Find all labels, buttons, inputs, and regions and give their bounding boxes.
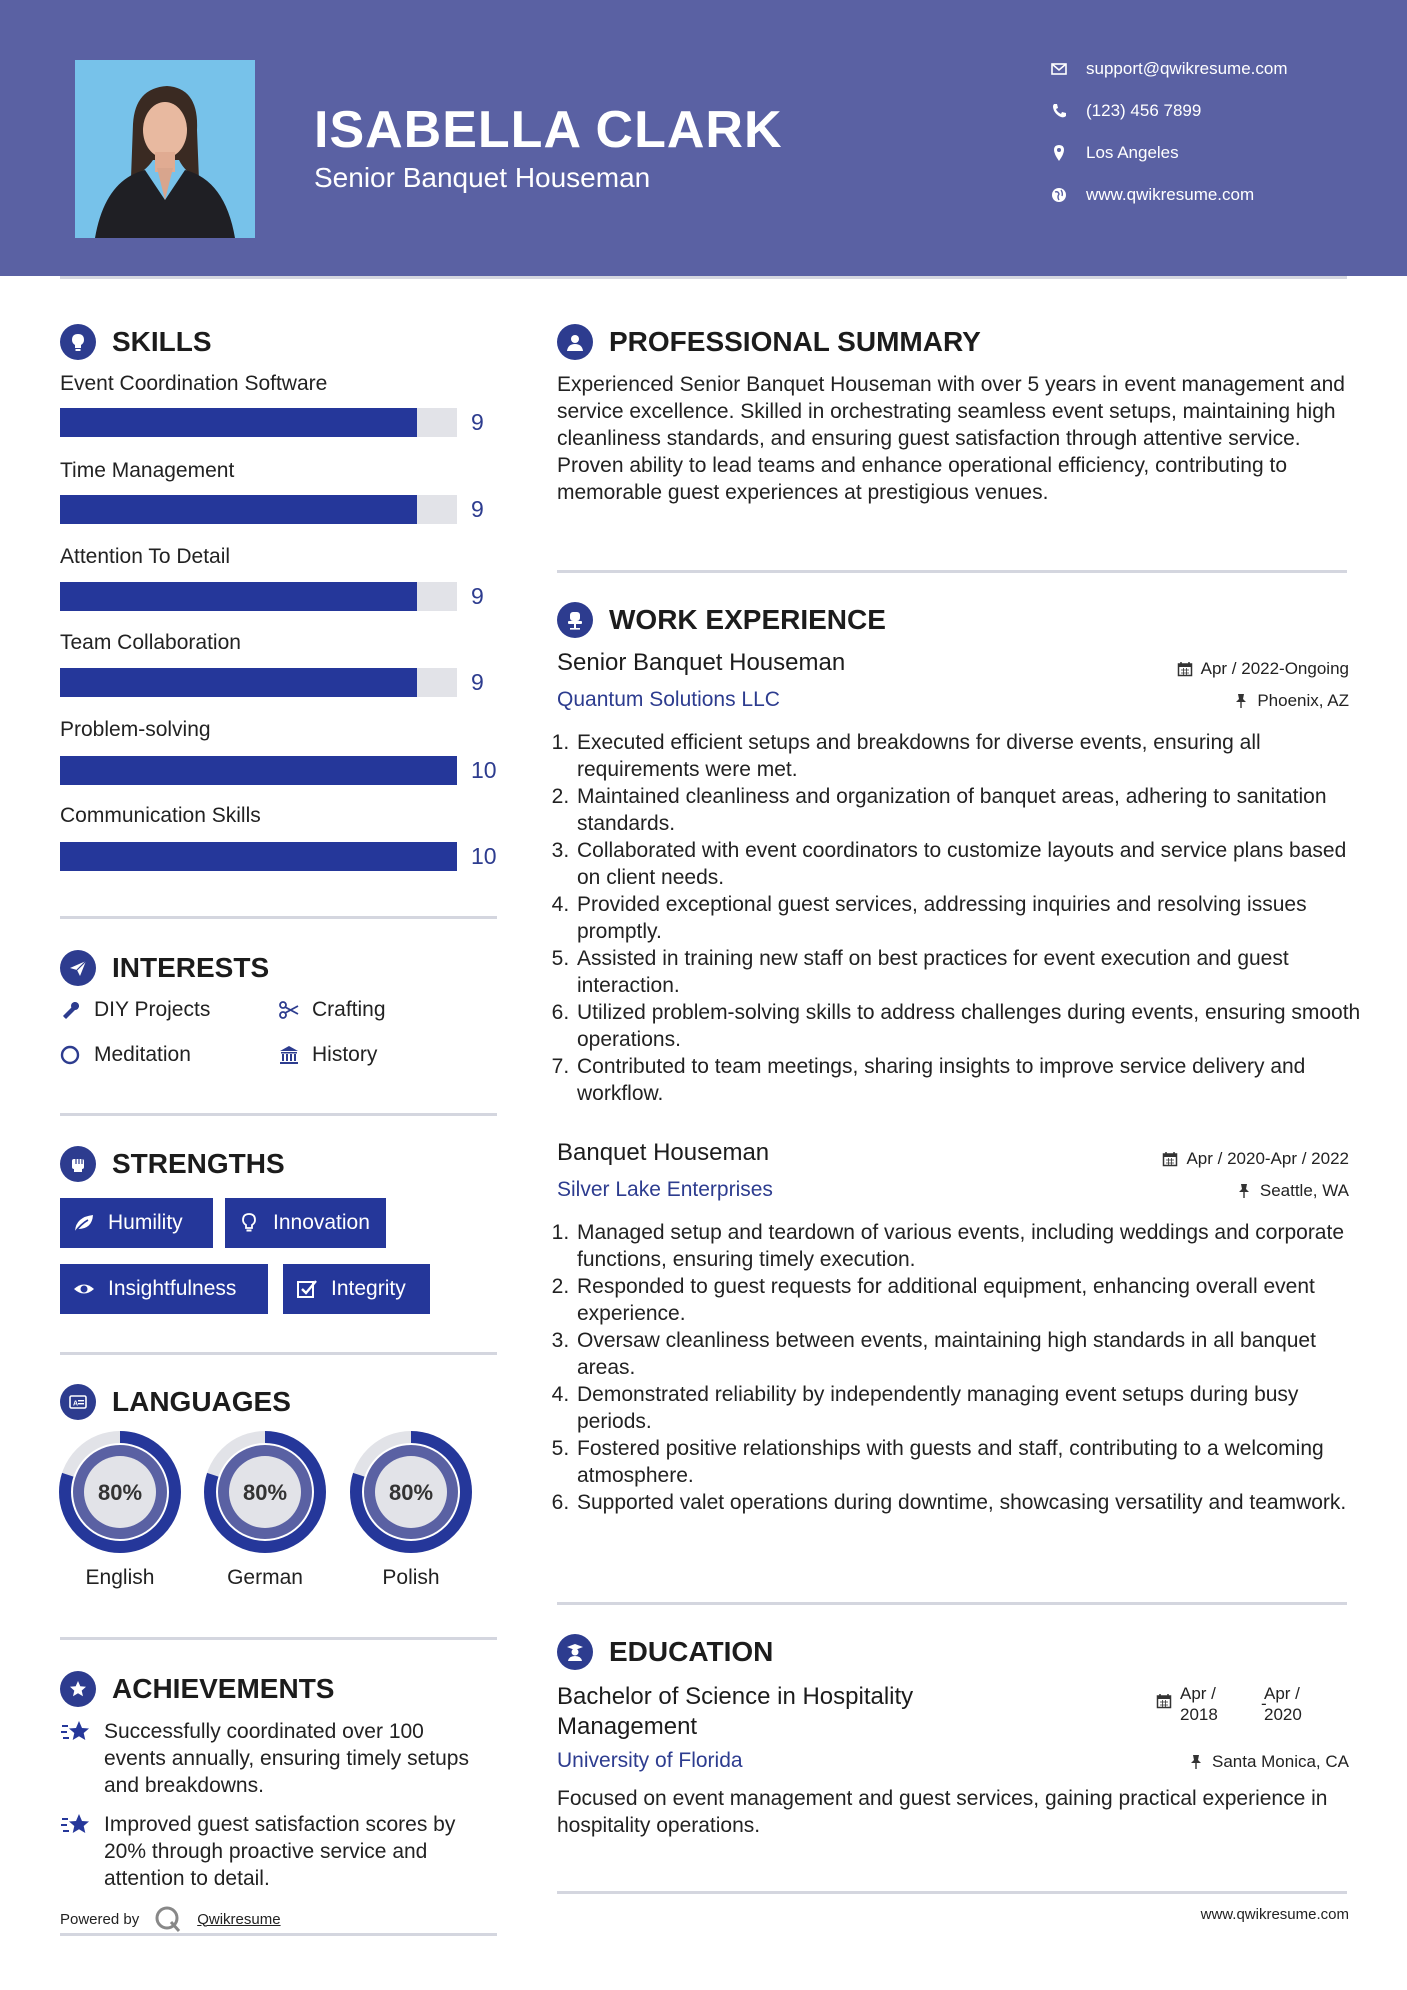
circle-icon xyxy=(60,1044,82,1066)
scissors-icon xyxy=(278,999,300,1021)
job-dates xyxy=(1177,659,1349,679)
qwikresume-logo-icon xyxy=(153,1904,183,1934)
job-title: Banquet Houseman xyxy=(557,1139,770,1166)
skills-heading xyxy=(60,324,212,360)
interests-heading-text: INTERESTS xyxy=(112,952,270,983)
job-location-text: Seattle, WA xyxy=(1259,1181,1349,1200)
language-donut xyxy=(59,1431,181,1553)
skill-value: 9 xyxy=(471,669,484,695)
skill-bar-fill xyxy=(60,668,417,697)
list-item: 7. Contributed to team meetings, sharing insights to improve service delivery and workflow. xyxy=(575,1053,1365,1107)
map-pin-icon xyxy=(1050,144,1068,162)
school-name: University of Florida xyxy=(557,1749,743,1772)
leaf-icon xyxy=(72,1211,96,1235)
calendar-icon xyxy=(1156,1693,1172,1709)
lightbulb-icon xyxy=(60,324,96,360)
language-percent: 80% xyxy=(97,1480,143,1505)
language-icon xyxy=(60,1384,96,1420)
list-item: 3. Collaborated with event coordinators to customize layouts and service plans based on client needs. xyxy=(575,837,1365,891)
skill-bar-fill xyxy=(60,842,457,871)
skill-label: Attention To Detail xyxy=(60,545,231,568)
summary-text: Experienced Senior Banquet Houseman with over 5 years in event management and service excellence. Skilled in orchestrating seamless event setups, maintaining high cleanliness standards, and ensuring guest satisfaction through attentive service. Proven ability to lead teams and enhance operational efficiency, contributing to memorable guest experiences at prestigious venues. xyxy=(557,373,1345,504)
interest-label: DIY Projects xyxy=(94,998,211,1021)
languages-divider xyxy=(60,1637,497,1640)
list-item: 2. Maintained cleanliness and organization of banquet areas, adhering to sanitation standards. xyxy=(575,783,1365,837)
lightbulb-icon xyxy=(237,1211,261,1235)
skill-bar xyxy=(60,842,457,871)
interest-item xyxy=(278,1043,377,1067)
skills-heading-text: SKILLS xyxy=(112,326,212,357)
skill-value: 10 xyxy=(471,843,497,869)
stars-icon xyxy=(60,1716,92,1748)
candidate-name: ISABELLA CLARK xyxy=(314,101,783,159)
education-date-end: Apr / 2020 xyxy=(1264,1684,1302,1724)
education-location xyxy=(1188,1752,1349,1772)
job-location-text: Phoenix, AZ xyxy=(1257,691,1349,710)
languages-heading-text: LANGUAGES xyxy=(112,1386,291,1417)
contact-location xyxy=(1050,143,1390,163)
globe-icon xyxy=(1050,186,1068,204)
pushpin-icon xyxy=(1188,1754,1204,1770)
profile-photo xyxy=(75,60,255,238)
header-divider xyxy=(60,276,1347,279)
language-percent: 80% xyxy=(242,1480,288,1505)
paper-plane-icon xyxy=(60,950,96,986)
education-divider xyxy=(557,1891,1347,1894)
degree-title: Bachelor of Science in Hospitality Management xyxy=(557,1683,914,1740)
contact-location-text: Los Angeles xyxy=(1086,143,1179,162)
stars-icon xyxy=(60,1809,92,1841)
achievement-item xyxy=(60,1718,490,1799)
strength-tag xyxy=(283,1264,430,1314)
experience-divider xyxy=(557,1602,1347,1605)
powered-by-text: Powered by xyxy=(60,1910,140,1928)
skill-bar-fill xyxy=(60,582,417,611)
user-icon xyxy=(557,324,593,360)
skill-label: Time Management xyxy=(60,459,235,482)
profile-photo-image xyxy=(75,60,255,238)
resume-header xyxy=(0,0,1407,276)
achievement-text: Improved guest satisfaction scores by 20% through proactive service and attention to detail. xyxy=(104,1813,456,1890)
job-location xyxy=(1236,1181,1349,1201)
list-item: 2. Responded to guest requests for additional equipment, enhancing overall event experience. xyxy=(575,1273,1365,1327)
strengths-divider xyxy=(60,1352,497,1355)
skill-bar-fill xyxy=(60,756,457,785)
list-item: 1. Executed efficient setups and breakdowns for diverse events, ensuring all requirements were met. xyxy=(575,729,1365,783)
strength-tag xyxy=(60,1198,213,1248)
summary-divider xyxy=(557,570,1347,573)
language-percent: 80% xyxy=(388,1480,434,1505)
strength-tag xyxy=(225,1198,386,1248)
skill-bar-fill xyxy=(60,495,417,524)
skill-value: 9 xyxy=(471,496,484,522)
strengths-heading xyxy=(60,1146,285,1182)
company-name: Quantum Solutions LLC xyxy=(557,688,780,711)
achievements-heading xyxy=(60,1671,334,1707)
skill-bar xyxy=(60,582,457,611)
job-dates-text: Apr / 2020-Apr / 2022 xyxy=(1186,1149,1349,1168)
job-title: Senior Banquet Houseman xyxy=(557,649,846,676)
list-item: 4. Provided exceptional guest services, addressing inquiries and resolving issues promptly. xyxy=(575,891,1365,945)
language-name: English xyxy=(85,1566,155,1589)
list-item: 4. Demonstrated reliability by independently managing event setups during busy periods. xyxy=(575,1381,1365,1435)
interest-label: Meditation xyxy=(94,1043,191,1066)
skill-label: Team Collaboration xyxy=(60,631,241,654)
list-item: 1. Managed setup and teardown of various events, including weddings and corporate functions, ensuring timely execution. xyxy=(575,1219,1365,1273)
strength-label: Humility xyxy=(108,1211,183,1234)
list-item: 5. Fostered positive relationships with guests and staff, contributing to a welcoming atmosphere. xyxy=(575,1435,1365,1489)
calendar-icon xyxy=(1162,1151,1178,1167)
eye-icon xyxy=(72,1277,96,1301)
interest-item xyxy=(278,998,386,1022)
language-name: Polish xyxy=(382,1566,440,1589)
skill-value: 9 xyxy=(471,583,484,609)
interest-item xyxy=(60,998,210,1022)
skill-value: 9 xyxy=(471,409,484,435)
contact-phone-text: (123) 456 7899 xyxy=(1086,101,1202,120)
envelope-icon xyxy=(1050,60,1068,78)
education-date-start: Apr / 2018 xyxy=(1180,1684,1218,1724)
list-item: 6. Supported valet operations during downtime, showcasing versatility and teamwork. xyxy=(575,1489,1365,1516)
fist-icon xyxy=(60,1146,96,1182)
education-location-text: Santa Monica, CA xyxy=(1211,1752,1349,1771)
experience-heading xyxy=(557,602,886,638)
education-dates xyxy=(1156,1683,1349,1727)
summary-heading xyxy=(557,324,981,360)
contact-website-text: www.qwikresume.com xyxy=(1086,185,1255,204)
education-heading-text: EDUCATION xyxy=(609,1636,774,1667)
interest-label: Crafting xyxy=(312,998,386,1021)
summary-heading-text: PROFESSIONAL SUMMARY xyxy=(609,326,981,357)
achievement-text: Successfully coordinated over 100 events annually, ensuring timely setups and breakdowns. xyxy=(104,1720,469,1797)
interest-label: History xyxy=(312,1043,378,1066)
strength-label: Insightfulness xyxy=(108,1277,237,1300)
education-date-separator: - xyxy=(1261,1694,1267,1713)
skill-bar-fill xyxy=(60,408,417,437)
svg-text:A: A xyxy=(73,1400,79,1408)
skill-label: Event Coordination Software xyxy=(60,372,328,395)
interests-divider xyxy=(60,1113,497,1116)
skill-bar xyxy=(60,495,457,524)
contact-email[interactable] xyxy=(1050,59,1390,79)
list-item: 3. Oversaw cleanliness between events, maintaining high standards in all banquet areas. xyxy=(575,1327,1365,1381)
job-dates-text: Apr / 2022-Ongoing xyxy=(1200,659,1349,678)
interests-heading xyxy=(60,950,269,986)
star-badge-icon xyxy=(60,1671,96,1707)
graduate-icon xyxy=(557,1634,593,1670)
list-item: 5. Assisted in training new staff on best practices for event execution and guest interaction. xyxy=(575,945,1365,999)
interest-item xyxy=(60,1043,191,1067)
museum-icon xyxy=(278,1044,300,1066)
language-donut xyxy=(350,1431,472,1553)
language-donut xyxy=(204,1431,326,1553)
skills-divider xyxy=(60,916,497,919)
wrench-icon xyxy=(60,999,82,1021)
pushpin-icon xyxy=(1236,1183,1252,1199)
contact-phone[interactable] xyxy=(1050,101,1390,121)
calendar-icon xyxy=(1177,661,1193,677)
candidate-title: Senior Banquet Houseman xyxy=(314,162,651,193)
qwikresume-link[interactable]: Qwikresume xyxy=(197,1910,281,1928)
skill-label: Communication Skills xyxy=(60,804,261,827)
footer-website[interactable]: www.qwikresume.com xyxy=(1200,1906,1349,1923)
strength-label: Innovation xyxy=(273,1211,370,1234)
skill-bar xyxy=(60,756,457,785)
list-item: 6. Utilized problem-solving skills to address challenges during events, ensuring smooth operations. xyxy=(575,999,1365,1053)
job-location xyxy=(1233,691,1349,711)
strength-tag xyxy=(60,1264,268,1314)
skill-bar xyxy=(60,668,457,697)
job-bullets xyxy=(557,729,1365,1107)
skill-label: Problem-solving xyxy=(60,718,211,741)
job-bullets xyxy=(557,1219,1365,1516)
footer-left-divider xyxy=(60,1933,497,1936)
job-dates xyxy=(1162,1149,1349,1169)
check-square-icon xyxy=(295,1277,319,1301)
powered-by xyxy=(60,1904,281,1934)
skill-value: 10 xyxy=(471,757,497,783)
contact-email-text: support@qwikresume.com xyxy=(1086,59,1288,78)
language-name: German xyxy=(227,1566,303,1589)
company-name: Silver Lake Enterprises xyxy=(557,1178,773,1201)
strengths-heading-text: STRENGTHS xyxy=(112,1148,285,1179)
experience-heading-text: WORK EXPERIENCE xyxy=(609,604,886,635)
achievement-item xyxy=(60,1811,490,1892)
education-heading xyxy=(557,1634,773,1670)
office-chair-icon xyxy=(557,602,593,638)
skill-bar xyxy=(60,408,457,437)
phone-icon xyxy=(1050,102,1068,120)
strength-label: Integrity xyxy=(331,1277,406,1300)
education-text: Focused on event management and guest services, gaining practical experience in hospitality operations. xyxy=(557,1787,1328,1837)
languages-heading xyxy=(60,1384,291,1420)
contact-website[interactable] xyxy=(1050,185,1390,205)
pushpin-icon xyxy=(1233,693,1249,709)
achievements-heading-text: ACHIEVEMENTS xyxy=(112,1673,335,1704)
